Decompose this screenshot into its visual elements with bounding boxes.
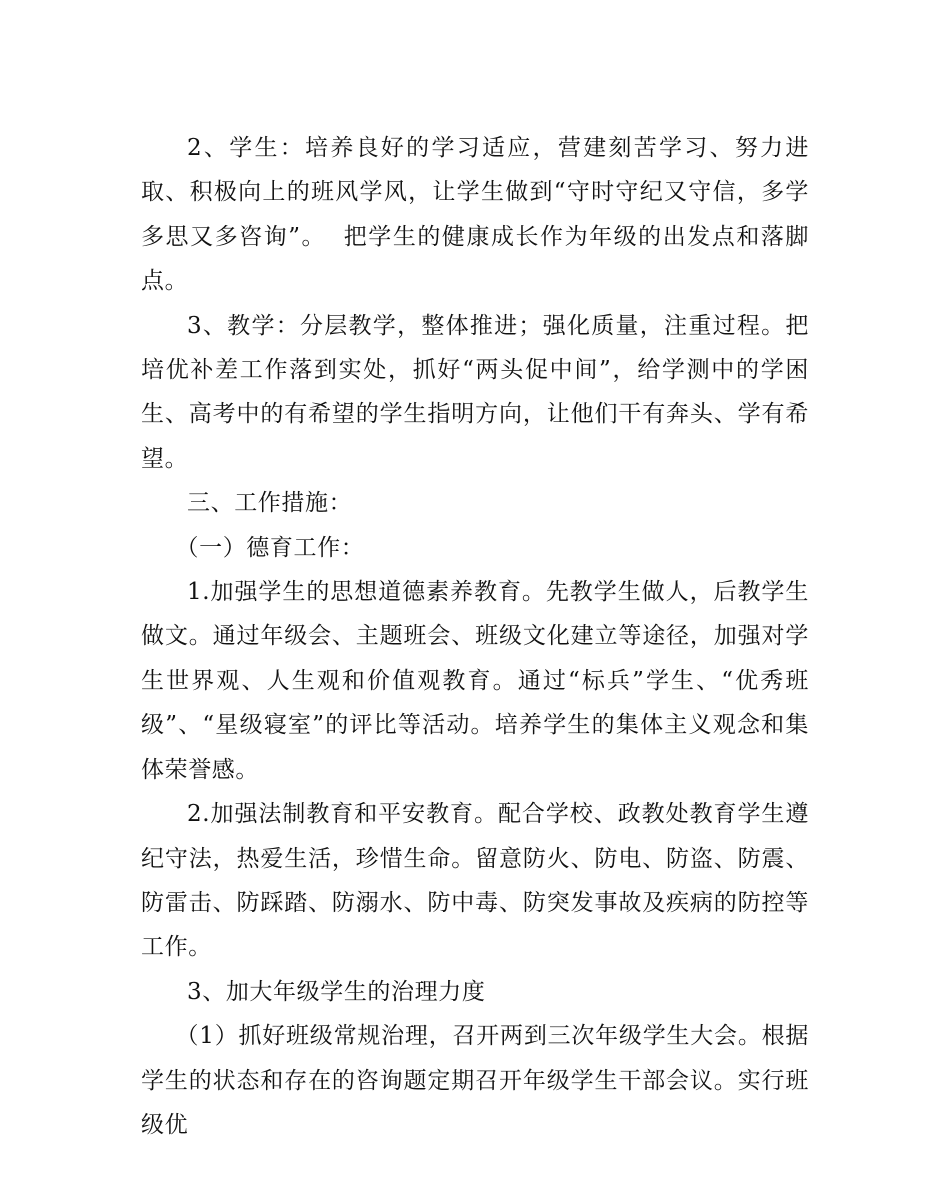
paragraph-class-management: （1）抓好班级常规治理，召开两到三次年级学生大会。根据学生的状态和存在的咨询题定期召开年级学生干部会议。实行班级优: [141, 1023, 809, 1138]
document-body: [141, 126, 809, 1147]
paragraph-student-goals: 2、学生：培养良好的学习适应，营建刻苦学习、努力进取、积极向上的班风学风，让学生做到“守时守纪又守信，多学多思又多咨询”。 把学生的健康成长作为年级的出发点和落脚点。: [141, 135, 809, 295]
paragraph-moral-education: 1.加强学生的思想道德素养教育。先教学生做人，后教学生做文。通过年级会、主题班会、班级文化建立等途径，加强对学生世界观、人生观和价值观教育。通过“标兵”学生、“优秀班级”、“星级寝室”的评比等活动。培养学生的集体主义观念和集体荣誉感。: [141, 579, 809, 783]
subsection-heading-moral-education: （一）德育工作：: [175, 534, 365, 561]
paragraph-management-heading: 3、加大年级学生的治理力度: [187, 978, 486, 1005]
paragraph-safety-education: 2.加强法制教育和平安教育。配合学校、政教处教育学生遵纪守法，热爱生活，珍惜生命。留意防火、防电、防盗、防震、防雷击、防踩踏、防溺水、防中毒、防突发事故及疾病的防控等工作。: [141, 801, 809, 961]
paragraph-teaching-goals: 3、教学：分层教学，整体推进；强化质量，注重过程。把培优补差工作落到实处，抓好“两头促中间”，给学测中的学困生、高考中的有希望的学生指明方向，让他们干有奔头、学有希望。: [141, 312, 809, 472]
section-heading-work-measures: 三、工作措施：: [187, 490, 353, 517]
